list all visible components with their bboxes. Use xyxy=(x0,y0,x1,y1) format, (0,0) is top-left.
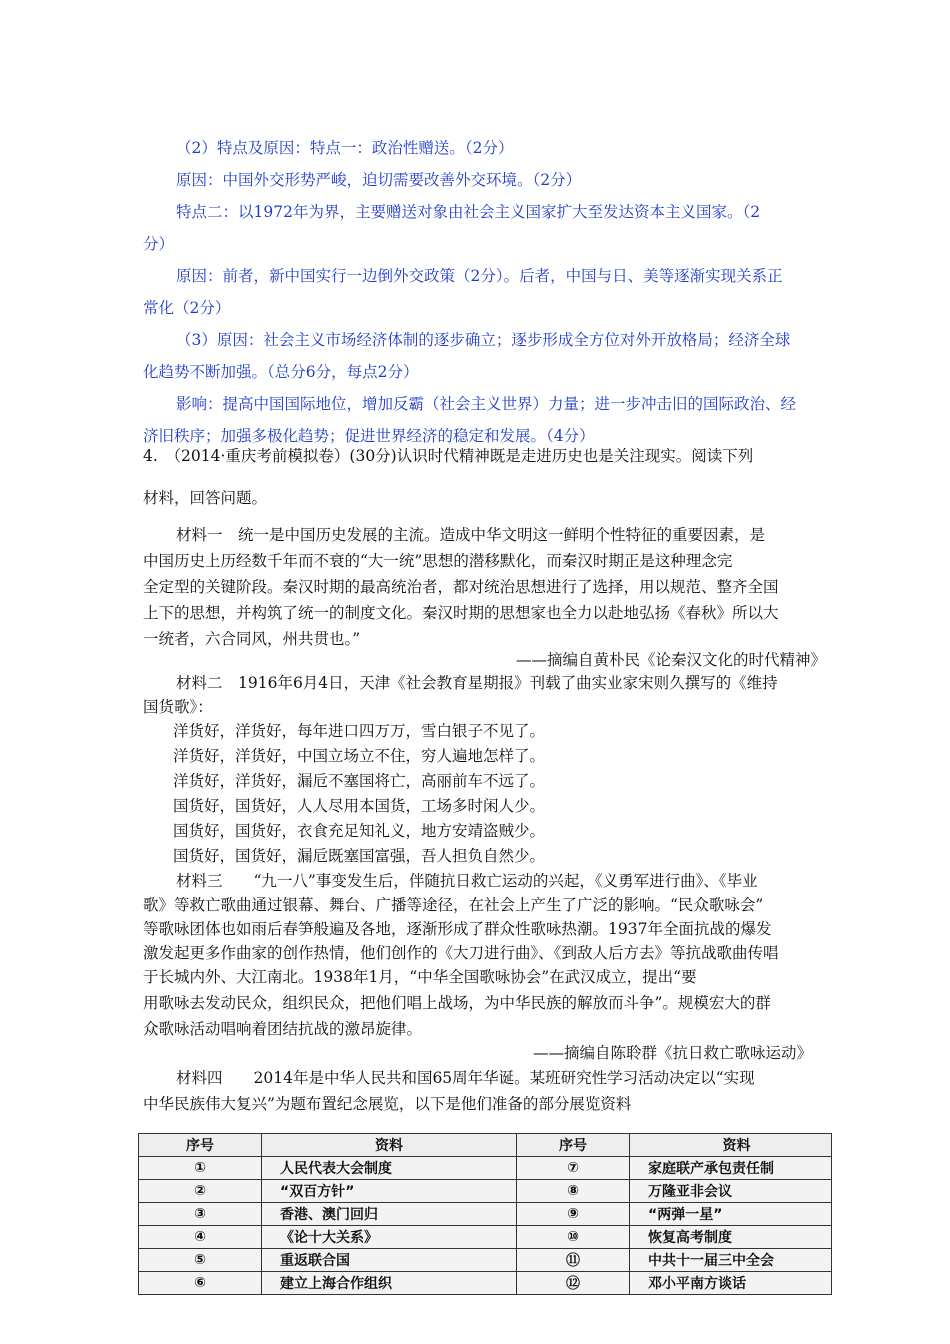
row-item: “双百方针” xyxy=(262,1180,517,1203)
answer-line-1: （2）特点及原因：特点一：政治性赠送。（2分） xyxy=(176,139,514,157)
answer-line-9: 影响：提高中国国际地位，增加反霸（社会主义世界）力量；进一步冲击旧的国际政治、经 xyxy=(176,395,797,413)
exhibit-table xyxy=(138,1133,832,1295)
row-number: ⑨ xyxy=(517,1203,630,1226)
material-3-line-4: 激发起更多作曲家的创作热情，他们创作的《大刀进行曲》、《到敌人后方去》等抗战歌曲传唱 xyxy=(143,944,779,962)
material-1-line-5: 一统者，六合同风，州共贯也。” xyxy=(143,630,361,648)
header-no: 序号 xyxy=(139,1134,262,1157)
table-header-row xyxy=(139,1134,832,1157)
row-item: 人民代表大会制度 xyxy=(262,1157,517,1180)
answer-line-5: 原因：前者，新中国实行一边倒外交政策（2分）。后者，中国与日、美等逐渐实现关系正 xyxy=(176,267,783,285)
material-3-line-2: 歌》等救亡歌曲通过银幕、舞台、广播等途径，在社会上产生了广泛的影响。“民众歌咏会” xyxy=(143,896,764,914)
row-number: ⑪ xyxy=(517,1249,630,1272)
answer-line-8: 化趋势不断加强。（总分6分，每点2分） xyxy=(143,363,419,381)
material-2-line-1: 材料二 1916年6月4日，天津《社会教育星期报》刊载了曲实业家宋则久撰写的《维持 xyxy=(176,674,778,692)
material-4-line-1: 材料四 2014年是中华人民共和国65周年华诞。某班研究性学习活动决定以“实现 xyxy=(176,1069,755,1087)
row-item: 家庭联产承包责任制 xyxy=(630,1157,832,1180)
song-line-6: 国货好，国货好，漏卮既塞国富强，吾人担负自然少。 xyxy=(173,847,546,865)
row-item: 重返联合国 xyxy=(262,1249,517,1272)
song-line-3: 洋货好，洋货好，漏卮不塞国将亡，高丽前车不远了。 xyxy=(173,772,546,790)
row-number: ⑥ xyxy=(139,1272,262,1295)
row-number: ② xyxy=(139,1180,262,1203)
table-row xyxy=(139,1226,832,1249)
material-1-line-1: 材料一 统一是中国历史发展的主流。造成中华文明这一鲜明个性特征的重要因素，是 xyxy=(176,526,766,544)
row-item: 香港、澳门回归 xyxy=(262,1203,517,1226)
row-item: “两弹一星” xyxy=(630,1203,832,1226)
row-item: 《论十大关系》 xyxy=(262,1226,517,1249)
row-number: ⑫ xyxy=(517,1272,630,1295)
table-row xyxy=(139,1203,832,1226)
material-1-source: ——摘编自黄朴民《论秦汉文化的时代精神》 xyxy=(515,651,826,669)
table-row xyxy=(139,1157,832,1180)
answer-line-6: 常化（2分） xyxy=(143,299,231,317)
row-item: 建立上海合作组织 xyxy=(262,1272,517,1295)
row-number: ⑦ xyxy=(517,1157,630,1180)
song-line-2: 洋货好，洋货好，中国立场立不住，穷人遍地怎样了。 xyxy=(173,747,546,765)
answer-line-10: 济旧秩序；加强多极化趋势；促进世界经济的稳定和发展。（4分） xyxy=(143,427,595,445)
row-item: 中共十一届三中全会 xyxy=(630,1249,832,1272)
song-line-1: 洋货好，洋货好，每年进口四万万，雪白银子不见了。 xyxy=(173,722,546,740)
answer-line-2: 原因：中国外交形势严峻，迫切需要改善外交环境。（2分） xyxy=(176,171,582,189)
row-item: 万隆亚非会议 xyxy=(630,1180,832,1203)
material-2-line-2: 国货歌》： xyxy=(143,698,213,716)
row-number: ⑩ xyxy=(517,1226,630,1249)
material-3-line-1: 材料三 “九一八”事变发生后，伴随抗日救亡运动的兴起，《义勇军进行曲》、《毕业 xyxy=(176,872,758,890)
table-row xyxy=(139,1180,832,1203)
row-number: ⑧ xyxy=(517,1180,630,1203)
row-number: ① xyxy=(139,1157,262,1180)
material-3-line-6: 用歌咏去发动民众，组织民众，把他们唱上战场，为中华民族的解放而斗争”。规模宏大的群 xyxy=(143,994,771,1012)
question-4-stem: 4. （2014·重庆考前模拟卷）(30分)认识时代精神既是走进历史也是关注现实。阅读下列 xyxy=(143,447,754,465)
material-1-line-4: 上下的思想，并构筑了统一的制度文化。秦汉时期的思想家也全力以赴地弘扬《春秋》所以大 xyxy=(143,604,779,622)
material-1-line-2: 中国历史上历经数千年而不衰的“大一统”思想的潜移默化，而秦汉时期正是这种理念完 xyxy=(143,552,733,570)
material-4-line-2: 中华民族伟大复兴”为题布置纪念展览，以下是他们准备的部分展览资料 xyxy=(143,1095,632,1113)
material-3-line-7: 众歌咏活动唱响着团结抗战的激昂旋律。 xyxy=(143,1020,423,1038)
material-3-line-5: 于长城内外、大江南北。1938年1月，“中华全国歌咏协会”在武汉成立，提出“要 xyxy=(143,968,697,986)
song-line-4: 国货好，国货好，人人尽用本国货，工场多时闲人少。 xyxy=(173,797,546,815)
answer-line-3: 特点二：以1972年为界，主要赠送对象由社会主义国家扩大至发达资本主义国家。（2 xyxy=(176,203,761,221)
table-row xyxy=(139,1249,832,1272)
row-number: ③ xyxy=(139,1203,262,1226)
material-3-line-3: 等歌咏团体也如雨后春笋般遍及各地，逐渐形成了群众性歌咏热潮。1937年全面抗战的爆发 xyxy=(143,920,772,938)
row-number: ⑤ xyxy=(139,1249,262,1272)
material-1-line-3: 全定型的关键阶段。秦汉时期的最高统治者，都对统治思想进行了选择，用以规范、整齐全国 xyxy=(143,578,779,596)
row-item: 恢复高考制度 xyxy=(630,1226,832,1249)
material-3-source: ——摘编自陈聆群《抗日救亡歌咏运动》 xyxy=(532,1044,812,1062)
header-item-2: 资料 xyxy=(630,1134,832,1157)
answer-line-4: 分） xyxy=(143,235,175,253)
table-row xyxy=(139,1272,832,1295)
song-line-5: 国货好，国货好，衣食充足知礼义，地方安靖盗贼少。 xyxy=(173,822,546,840)
question-4-instruction: 材料，回答问题。 xyxy=(143,489,268,507)
row-number: ④ xyxy=(139,1226,262,1249)
answer-line-7: （3）原因：社会主义市场经济体制的逐步确立；逐步形成全方位对外开放格局；经济全球 xyxy=(176,331,791,349)
row-item: 邓小平南方谈话 xyxy=(630,1272,832,1295)
header-no-2: 序号 xyxy=(517,1134,630,1157)
header-item: 资料 xyxy=(262,1134,517,1157)
